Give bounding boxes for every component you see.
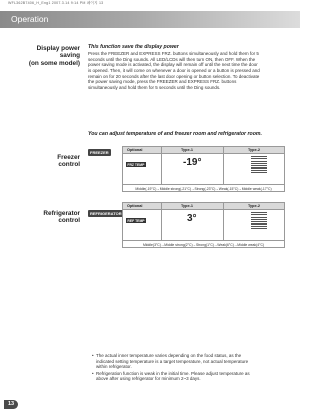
para-line: seconds until the Ding sounds. All LED/LCDs will then turn ON, then OFF. When the xyxy=(88,56,256,62)
display-power-saving-label xyxy=(8,45,80,67)
refrigerator-label-line-2: control xyxy=(58,217,80,225)
freezer-panel-header xyxy=(123,147,284,154)
indicator-segment xyxy=(251,221,267,222)
indicator-segment xyxy=(251,212,267,213)
indicator-segment xyxy=(251,170,267,171)
indicator-segment xyxy=(251,161,267,162)
note-line: within refrigerator. xyxy=(96,364,132,370)
refrigerator-segment-indicator xyxy=(251,212,267,230)
freezer-type1-label: Type-1 xyxy=(181,148,193,153)
freezer-type2-label: Type-2 xyxy=(248,148,260,153)
freezer-figure xyxy=(88,146,285,192)
indicator-segment xyxy=(251,223,267,224)
para-line: simultaneously and hold them for 5 seconds until the Ding sounds. xyxy=(88,84,221,90)
indicator-segment xyxy=(251,167,267,168)
freezer-display-panel xyxy=(122,146,285,192)
freezer-divider-2 xyxy=(223,147,224,185)
freezer-label-line-2: control xyxy=(58,161,80,169)
refrigerator-temp-label: REF TEMP xyxy=(127,218,145,223)
indicator-segment xyxy=(251,226,267,227)
freezer-optional-label: Optional xyxy=(127,148,143,153)
refrigerator-control-label xyxy=(8,210,80,225)
display-power-label-line-3: (on some model) xyxy=(28,59,80,67)
display-power-content xyxy=(88,44,288,91)
indicator-segment xyxy=(251,163,267,164)
indicator-segment xyxy=(251,156,267,157)
freezer-temp-display: -19° xyxy=(183,157,202,168)
refrigerator-type1-label: Type-1 xyxy=(181,204,193,209)
section-title-band xyxy=(0,11,300,28)
note-item xyxy=(92,353,292,370)
indicator-segment xyxy=(251,172,267,173)
page-number: 13 xyxy=(4,400,18,409)
display-power-label-line-1: Display power xyxy=(36,45,80,52)
note-line: above after using refrigerator for minimum 2~3 days. xyxy=(96,376,201,382)
note-line: indicated setting temperature is a target temperature, not actual temperature xyxy=(96,358,249,364)
para-line: is opened. Then, it will come on whenever a door is opened or a button is pressed and xyxy=(88,67,260,73)
para-line: remain on for 20 seconds after the last door opening or button selection. To deactivate xyxy=(88,73,260,79)
refrigerator-button[interactable]: REFRIGERATOR xyxy=(90,211,122,216)
display-power-label-line-2: saving xyxy=(59,52,80,60)
freezer-temp-label: FRZ TEMP xyxy=(127,162,145,167)
indicator-segment xyxy=(251,217,267,218)
note-line: Refrigeration function is weak in the initial time. Please adjust temperature as xyxy=(96,370,250,376)
display-power-paragraph xyxy=(88,51,288,91)
indicator-segment xyxy=(251,158,267,159)
para-line: power saving mode is activated, the display will remain off until the next time the door xyxy=(88,62,258,68)
display-power-heading: This function save the display power xyxy=(88,44,179,50)
freezer-divider-1 xyxy=(161,147,162,185)
refrigerator-label-line-1: Refrigerator xyxy=(43,210,80,217)
refrigerator-divider-2 xyxy=(223,203,224,241)
refrigerator-temperature-sequence: Middle(3°C)→Middle strong(2°C)→Strong(1°C)→Weak(6°C)→Middle weak(4°C) xyxy=(123,240,284,248)
temperature-heading: You can adjust temperature of and freezer room and refrigerator room. xyxy=(88,131,262,137)
freezer-button[interactable]: FREEZER xyxy=(90,150,109,155)
freezer-label-line-1: Freezer xyxy=(57,154,80,161)
document-header-text: WFL362B7406_H_Eng1 2007.3.14 9:14 PM 페이지 13 xyxy=(8,1,104,5)
indicator-segment xyxy=(251,228,267,229)
refrigerator-type2-label: Type-2 xyxy=(248,204,260,209)
freezer-control-label xyxy=(8,154,80,169)
refrigerator-temp-display: 3° xyxy=(187,213,197,224)
refrigerator-divider-1 xyxy=(161,203,162,241)
note-line: The actual inner temperature varies depending on the food status, as the xyxy=(96,353,242,358)
note-item xyxy=(92,371,292,382)
para-line: Press the FREEZER and EXPRESS FRZ. buttons simultaneously and hold them for 5 xyxy=(88,51,259,56)
indicator-segment xyxy=(251,219,267,220)
bullet-icon: • xyxy=(92,370,94,376)
refrigerator-panel-header xyxy=(123,203,284,210)
indicator-segment xyxy=(251,214,267,215)
bullet-icon: • xyxy=(92,353,94,358)
section-title: Operation xyxy=(11,14,49,24)
refrigerator-display-panel xyxy=(122,202,285,248)
notes-list xyxy=(92,353,292,382)
freezer-temperature-sequence: Middle(-19°C)→Middle strong(-21°C)→Strong(-23°C)→Weak(-15°C)→Middle weak(-17°C) xyxy=(123,184,284,192)
indicator-segment xyxy=(251,165,267,166)
refrigerator-figure xyxy=(88,202,285,248)
freezer-segment-indicator xyxy=(251,156,267,174)
para-line: the power saving mode, press the FREEZER and EXPRESS FRZ. buttons xyxy=(88,79,237,85)
document-header xyxy=(0,0,300,8)
refrigerator-optional-label: Optional xyxy=(127,204,143,209)
